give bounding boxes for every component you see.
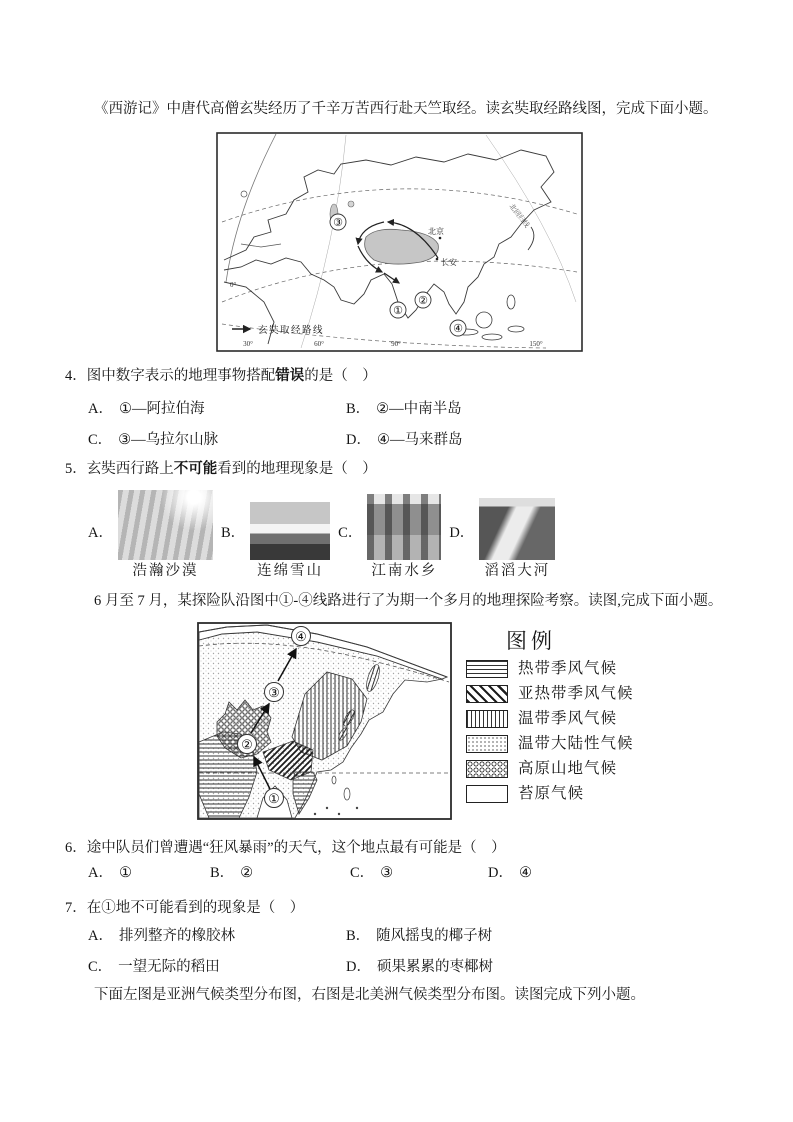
map1-tick-90: 90° [391, 340, 401, 348]
q5-stem-pre: 5．玄奘西行路上 [65, 461, 174, 477]
question-6-options [88, 863, 730, 883]
q5-stem-post: 看到的地理现象是（ ） [217, 461, 377, 477]
q6-option-d: D． ④ [488, 865, 532, 881]
q4-stem-pre: 4．图中数字表示的地理事物搭配 [65, 368, 276, 384]
changan-label: 长安 [441, 258, 457, 267]
horizontal-lines-swatch [466, 660, 508, 678]
question-7-stem: 7．在①地不可能看到的现象是（ ） [65, 900, 305, 916]
map1-tick-30: 30° [243, 340, 253, 348]
legend-item-temperate-continental: 温带大陆性气候 [466, 735, 634, 753]
q6-option-b: B． ② [210, 865, 254, 881]
snow-mountain-caption: 连绵雪山 [257, 563, 324, 579]
climate-legend [466, 630, 634, 820]
q4-option-c: C． ③—乌拉尔山脉 [88, 432, 219, 448]
question-5-stem [65, 459, 730, 479]
desert-caption: 浩瀚沙漠 [132, 563, 199, 579]
q5-option-a: A． 浩瀚沙漠 [88, 490, 213, 580]
intro-paragraph-1: 《西游记》中唐代高僧玄奘经历了千辛万苦西行赴天竺取经。读玄奘取经路线图，完成下面小题。 [94, 101, 718, 117]
vertical-lines-swatch [466, 710, 508, 728]
asia-climate-map-svg [197, 622, 452, 820]
question-5-photo-options [88, 488, 730, 580]
question-4-options [88, 399, 730, 450]
q6-option-c: C． ③ [350, 865, 394, 881]
question-7-options [88, 926, 730, 977]
beijing-label: 北京 [428, 227, 444, 236]
river-caption: 滔滔大河 [484, 563, 551, 579]
q7-option-b: B． 随风摇曳的椰子树 [346, 928, 493, 944]
q7-option-c: C． 一望无际的稻田 [88, 959, 220, 975]
map2-point-2: ② [241, 737, 253, 752]
map1-point-3: ③ [333, 217, 343, 229]
circle-scale-swatch [466, 760, 508, 778]
q6-option-a: A． ① [88, 865, 132, 881]
fine-dots-swatch [466, 735, 508, 753]
map2-point-4: ④ [295, 629, 307, 644]
intro-paragraph-3: 下面左图是亚洲气候类型分布图，右图是北美洲气候类型分布图。读图完成下列小题。 [94, 987, 645, 1003]
legend-title: 图例 [506, 629, 556, 653]
desert-photo [118, 490, 213, 560]
xuanzang-route-map [216, 132, 583, 352]
q7-option-d: D． 硕果累累的枣椰树 [346, 959, 493, 975]
tropic-of-cancer-label: 北回归线 [507, 202, 531, 230]
legend-item-subtropical-monsoon: 亚热带季风气候 [466, 685, 634, 703]
legend-item-plateau-mountain: 高原山地气候 [466, 760, 634, 778]
q5-option-c: C． 江南水乡 [338, 494, 441, 580]
river-photo [479, 498, 555, 560]
map1-point-2: ② [418, 295, 428, 307]
question-4-stem [65, 366, 730, 386]
legend-item-tundra: 苔原气候 [466, 785, 634, 803]
q4-option-b: B． ②—中南半岛 [346, 401, 462, 417]
q5-option-b: B． 连绵雪山 [221, 502, 330, 580]
map2-point-3: ③ [268, 685, 280, 700]
q5-option-d: D． 滔滔大河 [449, 498, 555, 580]
xuanzang-route-map-svg [216, 132, 583, 352]
map2-point-1: ① [268, 791, 280, 806]
asia-climate-map [197, 622, 452, 820]
legend-item-temperate-monsoon: 温带季风气候 [466, 710, 634, 728]
map1-tick-0deg: 0° [230, 281, 237, 289]
q4-option-a: A． ①—阿拉伯海 [88, 401, 205, 417]
map1-tick-150: 150° [529, 340, 543, 348]
q4-option-d: D． ④—马来群岛 [346, 432, 463, 448]
question-6-stem: 6．途中队员们曾遭遇“狂风暴雨”的天气，这个地点最有可能是（ ） [65, 840, 506, 856]
map1-point-4: ④ [453, 323, 463, 335]
map1-point-1: ① [393, 305, 403, 317]
q5-stem-bold: 不可能 [173, 461, 218, 477]
water-town-photo [367, 494, 441, 560]
q4-stem-post: 的是（ ） [304, 368, 377, 384]
water-town-caption: 江南水乡 [371, 563, 438, 579]
blank-swatch [466, 785, 508, 803]
aral-sea [348, 201, 354, 207]
map1-tick-60: 60° [314, 340, 324, 348]
snow-mountain-photo [250, 502, 330, 560]
q4-stem-bold: 错误 [275, 368, 305, 384]
intro-paragraph-2: 6 月至 7 月，某探险队沿图中①-④线路进行了为期一个多月的地理探险考察。读图,完成下面小题。 [94, 593, 723, 609]
route-legend-label: 玄奘取经路线 [258, 326, 325, 336]
legend-item-tropical-monsoon: 热带季风气候 [466, 660, 634, 678]
climate-map-section [197, 622, 730, 820]
diagonal-hatch-swatch [466, 685, 508, 703]
q7-option-a: A． 排列整齐的橡胶林 [88, 928, 235, 944]
